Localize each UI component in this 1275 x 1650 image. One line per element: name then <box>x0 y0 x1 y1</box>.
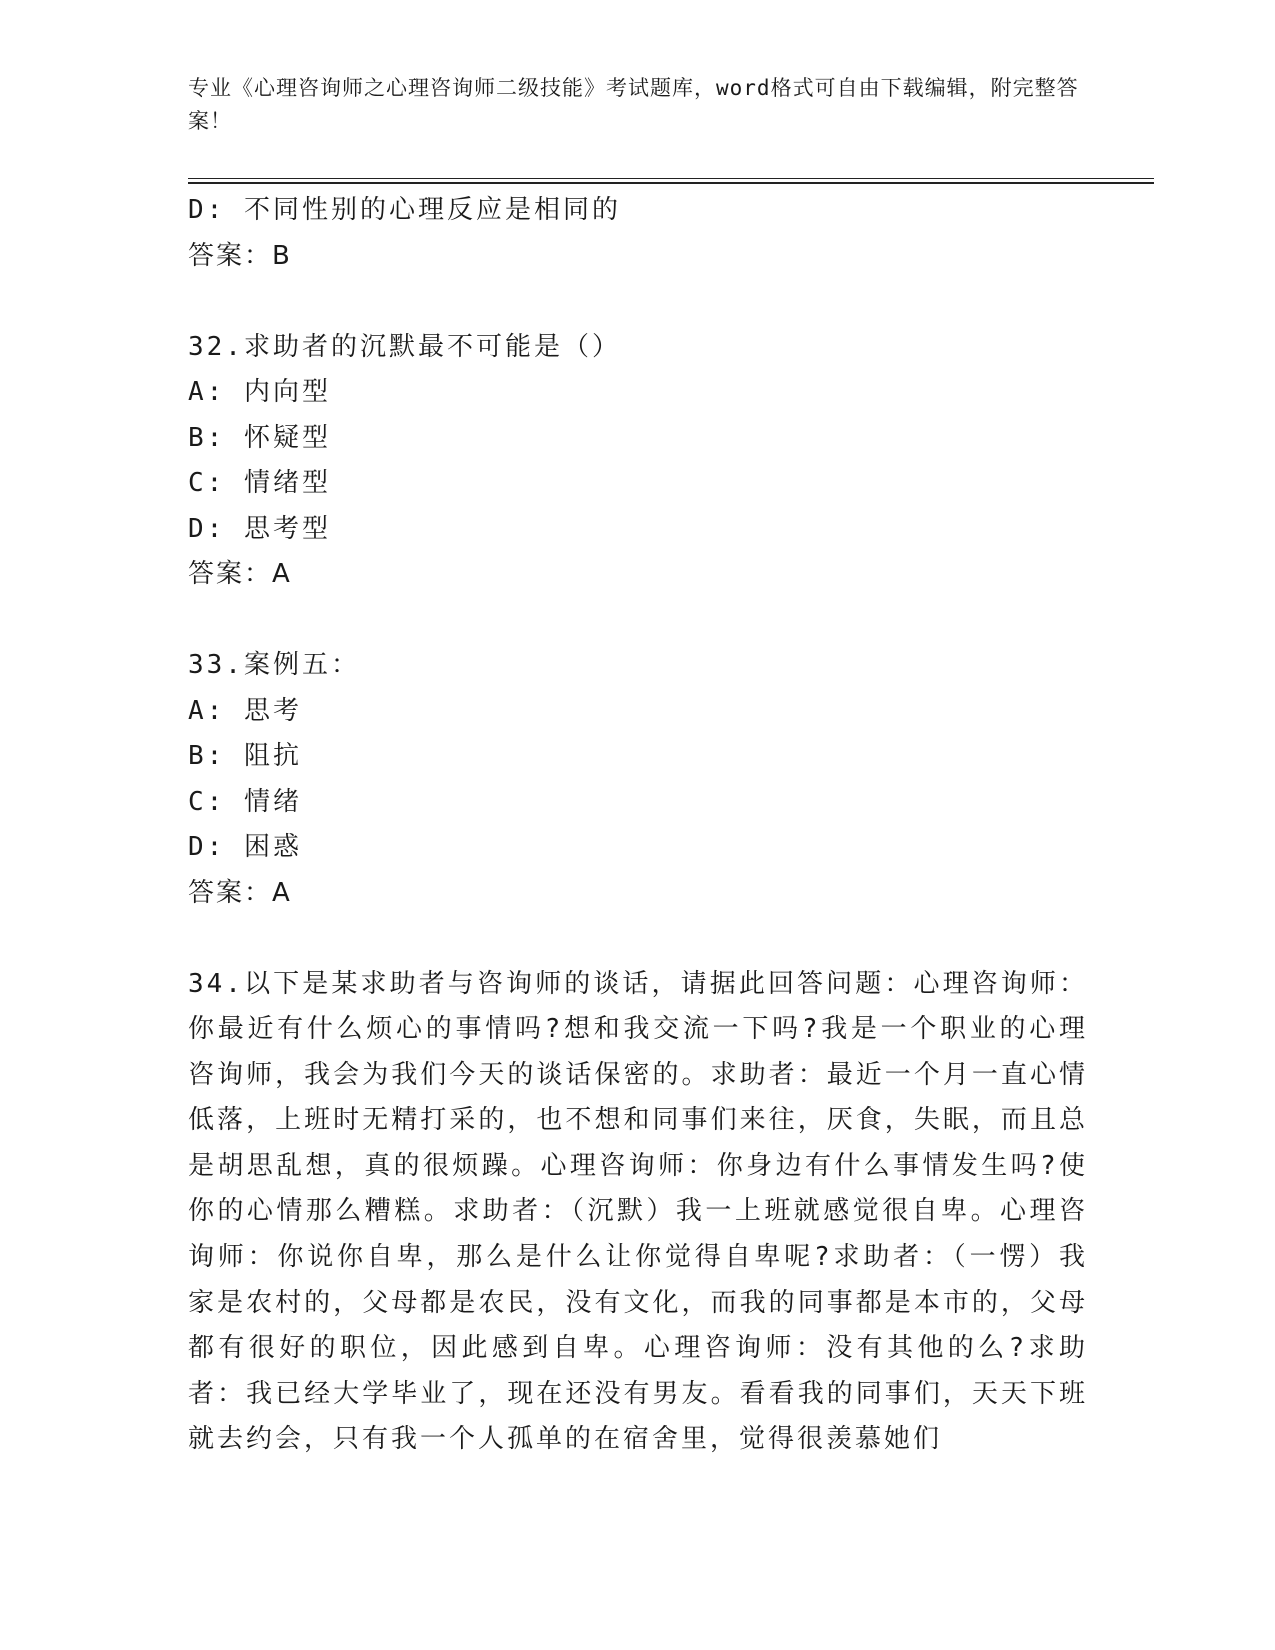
q32-answer: 答案：A <box>188 559 292 589</box>
q33-question: 33.案例五： <box>188 650 360 680</box>
q33-option-b: B: 阻抗 <box>188 741 302 771</box>
spacer <box>188 279 1088 325</box>
question-32-block <box>188 325 1088 598</box>
spacer <box>188 916 1088 962</box>
q32-option-a: A: 内向型 <box>188 377 331 407</box>
document-header: 专业《心理咨询师之心理咨询师二级技能》考试题库，word格式可自由下载编辑，附完整答案！ <box>188 76 1079 133</box>
q32-option-d: D: 思考型 <box>188 513 331 544</box>
q31-answer: 答案：B <box>188 240 292 271</box>
question-33-block <box>188 643 1088 916</box>
q33-option-c: C: 情绪 <box>188 786 302 817</box>
q32-option-c: C: 情绪型 <box>188 468 331 498</box>
q32-question: 32.求助者的沉默最不可能是（） <box>188 331 621 362</box>
q33-option-a: A: 思考 <box>188 695 302 726</box>
question-34-block <box>188 962 1088 1464</box>
header-divider-thick <box>188 182 1154 184</box>
q31-option-d: D: 不同性别的心理反应是相同的 <box>188 195 621 225</box>
q32-option-b: B: 怀疑型 <box>188 422 331 453</box>
q33-option-d: D: 困惑 <box>188 832 302 862</box>
header-divider-thin <box>188 178 1154 179</box>
q33-answer: 答案：A <box>188 877 292 908</box>
q34-question: 34.以下是某求助者与咨询师的谈话，请据此回答问题：心理咨询师：你最近有什么烦心的事情吗?想和我交流一下吗?我是一个职业的心理咨询师，我会为我们今天的谈话保密的。求助者：最近一个月一直心情低落，上班时无精打采的，也不想和同事们来往，厌食，失眠，而且总是胡思乱想，真的很烦躁。心理咨询师：你身边有什么事情发生吗?使你的心情那么糟糕。求助者：（沉默）我一上班就感觉很自卑。心理咨询师：你说你自卑，那么是什么让你觉得自卑呢?求助者：（一愣）我家是农村的，父母都是农民，没有文化，而我的同事都是本市的，父母都有很好的职位，因此感到自卑。心理咨询师：没有其他的么?求助者：我已经大学毕业了，现在还没有男友。看看我的同事们，天天下班就去约会，只有我一个人孤单的在宿舍里，觉得很羡慕她们 <box>188 968 1088 1455</box>
question-31-block <box>188 188 1088 279</box>
spacer <box>188 598 1088 644</box>
document-body <box>188 188 1088 1463</box>
